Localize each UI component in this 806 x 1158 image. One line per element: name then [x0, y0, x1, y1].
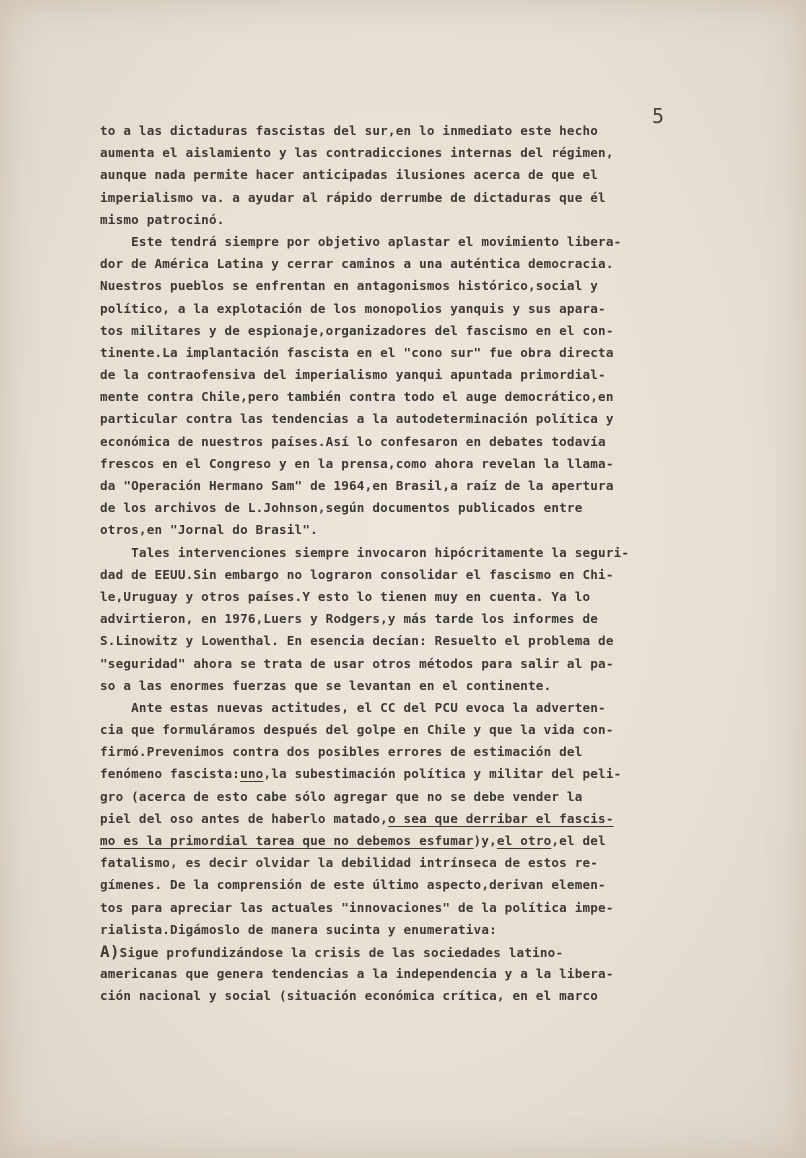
- text-line: [100, 653, 700, 675]
- line-text: otros,en "Jornal do Brasil".: [100, 522, 318, 538]
- line-text: le,Uruguay y otros países.Y esto lo tienen muy en cuenta. Ya lo: [100, 588, 591, 604]
- line-text: Este tendrá siempre por objetivo aplastar el movimiento libera-: [100, 233, 622, 249]
- line-text: so a las enormes fuerzas que se levantan en el continente.: [100, 677, 552, 693]
- text-line: [100, 586, 700, 608]
- line-text: fatalismo, es decir olvidar la debilidad intrínseca de estos re-: [100, 855, 599, 871]
- text-line: [100, 985, 700, 1007]
- text-line: [100, 431, 700, 453]
- line-text: americanas que genera tendencias a la independencia y a la libera-: [100, 966, 614, 982]
- line-text: S.Linowitz y Lowenthal. En esencia decían: Resuelto el problema de: [100, 633, 614, 649]
- line-text: Sigue profundizándose la crisis de las sociedades latino-: [119, 944, 564, 960]
- line-text: "seguridad" ahora se trata de usar otros métodos para salir al pa-: [100, 655, 614, 671]
- line-text: económica de nuestros países.Así lo confesaron en debates todavía: [100, 433, 606, 449]
- line-text: Nuestros pueblos se enfrentan en antagonismos histórico,social y: [100, 278, 599, 294]
- line-text: rialista.Digámoslo de manera sucinta y enumerativa:: [100, 921, 497, 937]
- text-line: [100, 253, 700, 275]
- line-text: gro (acerca de esto cabe sólo agregar que no se debe vender la: [100, 788, 583, 804]
- line-text: dor de América Latina y cerrar caminos a una auténtica democracia.: [100, 256, 614, 272]
- text-line: [100, 675, 700, 697]
- text-line: [100, 941, 700, 963]
- line-text: de los archivos de L.Johnson,según documentos publicados entre: [100, 500, 583, 516]
- line-text: imperialismo va. a ayudar al rápido derrumbe de dictaduras que él: [100, 189, 606, 205]
- line-text: advirtieron, en 1976,Luers y Rodgers,y más tarde los informes de: [100, 611, 599, 627]
- text-line: [100, 408, 700, 430]
- text-line: [100, 564, 700, 586]
- text-line: [100, 275, 700, 297]
- text-line: [100, 120, 700, 142]
- text-line: [100, 187, 700, 209]
- line-text: cia que formuláramos después del golpe en Chile y que la vida con-: [100, 722, 614, 738]
- line-text: ción nacional y social (situación económica crítica, en el marco: [100, 988, 599, 1004]
- line-text: Ante estas nuevas actitudes, el CC del PCU evoca la adverten-: [100, 699, 606, 715]
- text-line: [100, 453, 700, 475]
- text-line: [100, 497, 700, 519]
- line-text: tinente.La implantación fascista en el "cono sur" fue obra directa: [100, 344, 614, 360]
- line-text: dad de EEUU.Sin embargo no lograron consolidar el fascismo en Chi-: [100, 566, 614, 582]
- underlined-text: mo es la primordial tarea que no debemos esfumar: [100, 833, 474, 848]
- line-text: político, a la explotación de los monopolios yanquis y sus apara-: [100, 300, 606, 316]
- text-line: [100, 786, 700, 808]
- line-text: de la contraofensiva del imperialismo yanqui apuntada primordial-: [100, 367, 606, 383]
- line-text: particular contra las tendencias a la autodeterminación política y: [100, 411, 614, 427]
- text-line: [100, 164, 700, 186]
- text-line: [100, 697, 700, 719]
- text-line: [100, 364, 700, 386]
- text-line: [100, 608, 700, 630]
- body-text: [100, 120, 700, 1008]
- line-text: da "Operación Hermano Sam" de 1964,en Brasil,a raíz de la apertura: [100, 478, 614, 493]
- text-line: [100, 963, 700, 985]
- page-number: 5: [652, 104, 665, 128]
- text-line: [100, 209, 700, 231]
- line-text: Tales intervenciones siempre invocaron hipócritamente la seguri-: [100, 544, 630, 560]
- text-line: [100, 519, 700, 541]
- underlined-text: el otro: [496, 833, 552, 848]
- text-line: [100, 142, 700, 164]
- line-text: tos para apreciar las actuales "innovaciones" de la política impe-: [100, 899, 614, 915]
- text-line: [100, 386, 700, 408]
- text-line: [100, 830, 700, 852]
- underlined-text: uno: [240, 766, 264, 782]
- text-line: [100, 719, 700, 741]
- line-text: aunque nada permite hacer anticipadas ilusiones acerca de que el: [100, 167, 599, 183]
- line-text: mismo patrocinó.: [100, 211, 225, 227]
- line-text: tos militares y de espionaje,organizadores del fascismo en el con-: [100, 322, 614, 338]
- text-line: [100, 298, 700, 320]
- text-line: [100, 897, 700, 919]
- line-text: aumenta el aislamiento y las contradicciones internas del régimen,: [100, 145, 614, 161]
- text-line: [100, 320, 700, 342]
- text-line: [100, 808, 700, 830]
- text-line: [100, 763, 700, 785]
- text-line: [100, 874, 700, 896]
- text-line: [100, 852, 700, 874]
- text-line: [100, 741, 700, 763]
- line-text: to a las dictaduras fascistas del sur,en lo inmediato este hecho: [100, 123, 599, 138]
- list-marker: A): [100, 941, 120, 961]
- line-text: piel del oso antes de haberlo matado,: [100, 810, 388, 826]
- underlined-text: o sea que derribar el fascis-: [387, 810, 614, 826]
- line-text: gímenes. De la comprensión de este último aspecto,derivan elemen-: [100, 877, 606, 893]
- text-line: [100, 919, 700, 941]
- line-text: fenómeno fascista:: [100, 766, 241, 782]
- text-line: [100, 475, 700, 497]
- text-line: [100, 630, 700, 652]
- line-text: ,la subestimación política y militar del peli-: [263, 766, 622, 782]
- line-text: mente contra Chile,pero también contra todo el auge democrático,en: [100, 389, 614, 405]
- line-text: firmó.Prevenimos contra dos posibles errores de estimación del: [100, 744, 583, 760]
- text-line: [100, 542, 700, 564]
- text-line: [100, 342, 700, 364]
- text-line: [100, 231, 700, 253]
- line-text: ,el del: [551, 833, 606, 848]
- line-text: frescos en el Congreso y en la prensa,como ahora revelan la llama-: [100, 455, 614, 471]
- line-text: )y,: [473, 833, 497, 848]
